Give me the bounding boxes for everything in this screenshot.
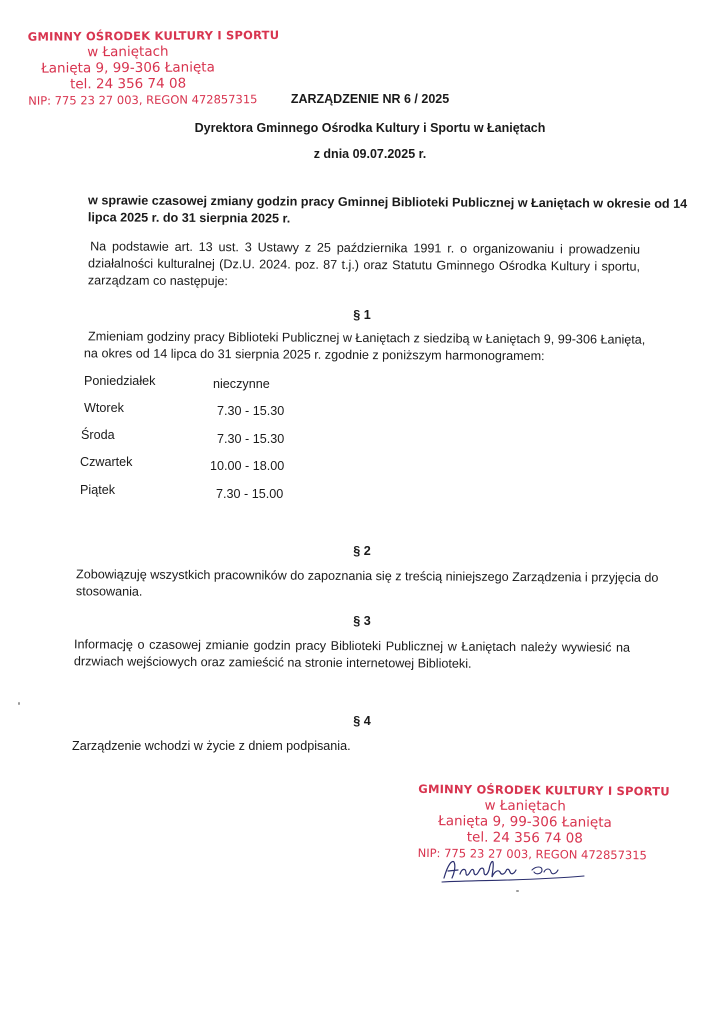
- schedule-day: Piątek: [80, 483, 116, 497]
- scan-speck: [516, 890, 519, 892]
- scan-speck: [18, 702, 20, 705]
- section3-text: [74, 636, 630, 673]
- section1-text: [83, 328, 646, 365]
- schedule-hours: nieczynne: [213, 377, 270, 391]
- institution-stamp-bottom: [417, 781, 670, 863]
- handwritten-signature: [438, 856, 588, 884]
- stamp-name: GMINNY OŚRODEK KULTURY I SPORTU: [27, 27, 280, 44]
- stamp-nip-regon: NIP: 775 23 27 003, REGON 472857315: [417, 845, 647, 863]
- stamp-name: GMINNY OŚRODEK KULTURY I SPORTU: [418, 781, 670, 799]
- stamp-phone: tel. 24 356 74 08: [466, 829, 583, 847]
- section4-line: Zarządzenie wchodzi w życie z dniem podpisania.: [72, 739, 351, 753]
- stamp-address: Łanięta 9, 99-306 Łanięta: [41, 59, 215, 77]
- section1-line: Zmieniam godziny pracy Biblioteki Publicznej w Łaniętach z siedzibą w Łaniętach 9, 99-306 Łanięta,: [88, 329, 646, 347]
- stamp-nip-regon: NIP: 775 23 27 003, REGON 472857315: [28, 92, 258, 108]
- section3-line: Informację o czasowej zmianie godzin pracy Biblioteki Publicznej w Łaniętach należy wywiesić na: [74, 637, 631, 655]
- preamble-line: Na podstawie art. 13 ust. 3 Ustawy z 25 października 1991 r. o organizowaniu i prowadzeniu: [90, 239, 641, 257]
- schedule-day: Czwartek: [80, 455, 133, 469]
- section3-line: drzwiach wejściowych oraz zamieścić na stronie internetowej Biblioteki.: [73, 654, 472, 671]
- schedule-hours: 7.30 - 15.00: [216, 487, 284, 501]
- section2-line: stosowania.: [75, 584, 143, 599]
- section2-line: Zobowiązuję wszystkich pracowników do zapoznania się z treścią niniejszego Zarządzenia i przyjęcia do: [76, 567, 659, 585]
- stamp-phone: tel. 24 356 74 08: [69, 75, 187, 93]
- schedule-day: Wtorek: [84, 401, 124, 415]
- section-heading: § 4: [353, 714, 371, 728]
- preamble: [88, 238, 640, 292]
- document-title: ZARZĄDZENIE NR 6 / 2025: [290, 92, 450, 106]
- stamp-line: w Łaniętach: [87, 43, 169, 61]
- document-date: z dnia 09.07.2025 r.: [313, 147, 427, 161]
- stamp-address: Łanięta 9, 99-306 Łanięta: [438, 813, 612, 831]
- section-heading: § 1: [353, 308, 371, 322]
- section-heading: § 2: [353, 544, 371, 558]
- schedule-hours: 10.00 - 18.00: [210, 459, 285, 473]
- preamble-line: działalności kulturalnej (Dz.U. 2024. poz. 87 t.j.) oraz Statutu Gminnego Ośrodka Kultury i sportu,: [87, 256, 641, 274]
- subject-line: lipca 2025 r. do 31 sierpnia 2025 r.: [87, 210, 291, 226]
- section2-text: [75, 566, 659, 603]
- schedule-hours: 7.30 - 15.30: [217, 404, 285, 418]
- schedule-day: Poniedziałek: [84, 374, 156, 388]
- section-heading: § 3: [353, 614, 371, 628]
- document-subtitle: Dyrektora Gminnego Ośrodka Kultury i Sportu w Łaniętach: [194, 121, 546, 135]
- section1-line: na okres od 14 lipca do 31 sierpnia 2025 r. zgodnie z poniższym harmonogramem:: [83, 346, 545, 364]
- document-subject: [87, 192, 688, 229]
- schedule-hours: 7.30 - 15.30: [217, 432, 285, 446]
- subject-line: w sprawie czasowej zmiany godzin pracy Gminnej Biblioteki Publicznej w Łaniętach w okresie od 14: [88, 193, 688, 211]
- institution-stamp-top: [27, 27, 280, 108]
- section4-text: [72, 738, 472, 755]
- schedule-day: Środa: [81, 428, 115, 442]
- preamble-line: zarządzam co następuje:: [87, 273, 228, 289]
- stamp-line: w Łaniętach: [484, 797, 566, 815]
